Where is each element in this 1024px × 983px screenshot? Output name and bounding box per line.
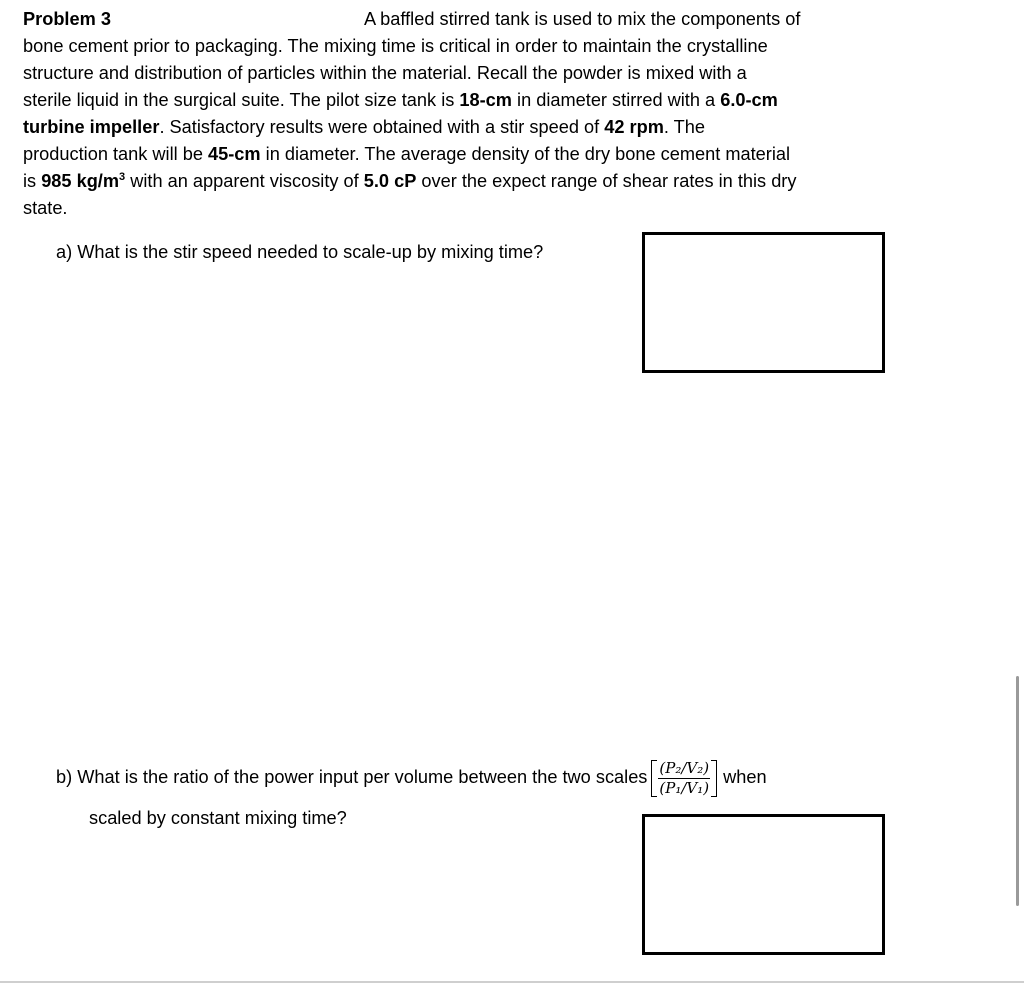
- question-b: [56, 759, 767, 797]
- ratio-numerator: (P₂/V₂): [659, 758, 710, 777]
- density-value: 985 $kg/m^3$: [41, 171, 126, 191]
- production-tank-diameter: 45-cm: [208, 144, 261, 164]
- problem-title-line: [23, 6, 903, 33]
- question-b-when: when: [723, 767, 767, 787]
- question-b-text: b) What is the ratio of the power input per volume between the two scales: [56, 767, 648, 787]
- stir-speed: 42 rpm: [604, 117, 664, 137]
- right-bracket: [711, 760, 717, 797]
- answer-box-a[interactable]: [642, 232, 885, 373]
- question-b-line-2: scaled by constant mixing time?: [89, 808, 347, 828]
- problem-first-sentence: A baffled stirred tank is used to mix the components of: [364, 9, 801, 29]
- viscosity-value: 5.0 cP: [363, 171, 417, 191]
- pilot-tank-diameter: 18-cm: [459, 90, 512, 110]
- problem-line-5: production tank will be 45-cm in diameter. The average density of the dry bone cement material: [23, 144, 791, 164]
- ratio-denominator: (P₁/V₁): [659, 778, 710, 797]
- problem-line-7: state.: [23, 198, 68, 218]
- problem-line-4: turbine impeller. Satisfactory results were obtained with a stir speed of 42 rpm. The: [23, 117, 706, 137]
- left-bracket: [651, 760, 657, 797]
- problem-statement: [23, 6, 903, 222]
- problem-line-6: is 985 $kg/m^3$ with an apparent viscosity of 5.0 cP over the expect range of shear rates in this dry: [23, 171, 797, 191]
- problem-line-1: bone cement prior to packaging. The mixing time is critical in order to maintain the crystalline: [23, 36, 768, 56]
- impeller-type: turbine impeller: [23, 117, 160, 137]
- scrollbar[interactable]: [1016, 676, 1019, 906]
- problem-line-2: structure and distribution of particles within the material. Recall the powder is mixed with a: [23, 63, 747, 83]
- impeller-diameter: 6.0-cm: [720, 90, 778, 110]
- problem-line-3: sterile liquid in the surgical suite. The pilot size tank is 18-cm in diameter stirred with a 6.0-cm: [23, 90, 778, 110]
- problem-title: Problem 3: [23, 9, 111, 29]
- question-a: a) What is the stir speed needed to scale-up by mixing time?: [56, 242, 544, 262]
- answer-box-b[interactable]: [642, 814, 885, 955]
- power-ratio-expression: [651, 760, 717, 797]
